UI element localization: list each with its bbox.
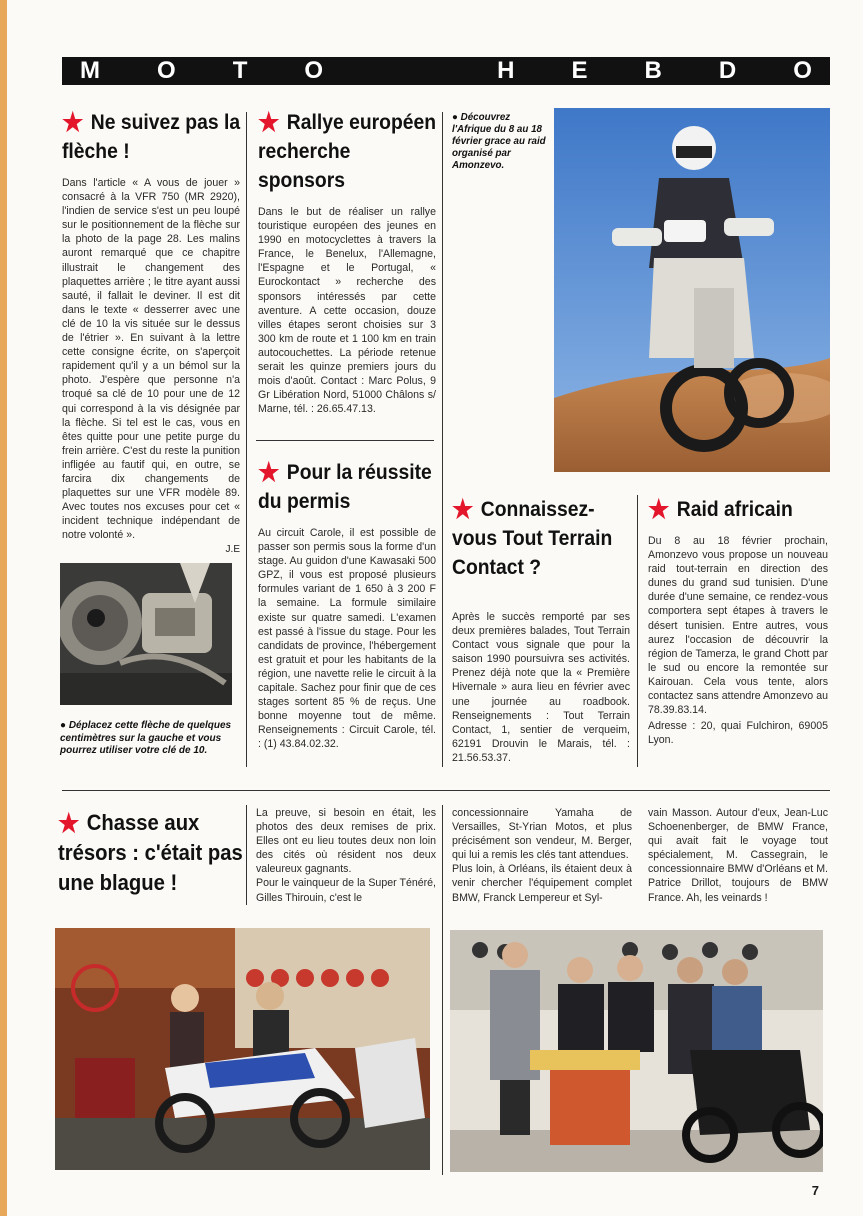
masthead-letter: H [497, 57, 515, 84]
author-signature: J.E [225, 544, 240, 556]
section-rule [62, 790, 830, 791]
headline: ★ Rallye européen recherche sponsors [258, 107, 437, 192]
headline: ★ Chasse aux trésors : c'était pas une blague ! [58, 808, 243, 895]
article-body: Dans l'article « A vous de jouer » consacré à la VFR 750 (MR 2920), l'indien de service s'est un peu loupé sur le positionnement de la flèche sur la photo de la page 28. Les malins auront remarqué que ce chapitre illustrait le changement des plaquettes arrière ; le titre ayant aussi sauté, il fallait le deviner. Il est dit dans le texte « desserrer avec une clé de 10 la vis située sur le dessus de l'étrier ». En suivant à la lettre cette consigne écrite, on s'aperçoit rapidement qu'il y a un bémol sur la photo. J'espère que personne n'a troqué sa clé de 10 pour une de 12 qui correspond à la vis désignée par la flèche. Si tel est le cas, vous en êtes quitte pour une petite purge du frein arrière. C'est du reste la punition infligée au fautif qui, en outre, se farcira dix changements de plaquettes sur une VFR modèle 89. Avec toutes nos excuses pour cet « incident technique indépendant de notre volonté ». [62, 177, 240, 542]
masthead-letter: O [157, 57, 176, 84]
column-rule [442, 805, 443, 1175]
article-body-col1: La preuve, si besoin en était, les photos des deux remises de prix. Elles ont eu lieu toutes deux non loin des cités où résident nos deux valeureux gagnants. Pour le vainqueur de la Super Ténéré, Gilles Thirouin, c'est le [256, 807, 436, 904]
masthead-letter: B [644, 57, 662, 84]
article-fleche [62, 108, 240, 555]
article-tresors [58, 808, 244, 908]
photo-bmw-prize [450, 930, 823, 1172]
photo-brake-caliper [60, 563, 232, 705]
photo-yamaha-prize [55, 928, 430, 1170]
headline: ★ Ne suivez pas la flèche ! [62, 107, 241, 163]
star-icon: ★ [58, 808, 80, 838]
column-rule [637, 495, 638, 767]
star-icon: ★ [258, 107, 280, 137]
column-rule [442, 112, 443, 767]
photo-caption: ● Découvrez l'Afrique du 8 au 18 février grace au raid organisé par Amonzevo. [452, 112, 546, 171]
star-icon: ★ [258, 457, 280, 487]
article-body: Dans le but de réaliser un rallye touristique européen des jeunes en 1990 en motocyclettes à travers la France, le Benelux, l'Allemagne, l'Espagne et le Portugal, « Eurockontact » recherche des sponsors intéressés par cette aventure. A cette occasion, douze villes étapes seront choisies sur 3 300 km de route et 1 100 km en train autocouchettes. La période retenue serait les quinze premiers jours du mois d'août. Contact : Marc Polus, 9 Gr Libération Nord, 51000 Châlons s/ Marne, tél. : 26.65.47.13. [258, 206, 436, 416]
article-body: Du 8 au 18 février prochain, Amonzevo vous propose un nouveau raid tout-terrain en direction des dunes du grand sud tunisien. D'une durée d'une semaine, ce rendez-vous comportera sept étapes à travers le désert tunisien. Entre autres, vous aurez l'occasion de découvrir la région de Tamerza, le grand Chott par le sud ou encore la remontée sur Kairouan. Cela vous tente, alors contactez sans attendre Amonzevo au 78.39.83.14. [648, 535, 828, 717]
star-icon: ★ [452, 494, 474, 524]
masthead-letter: D [718, 57, 737, 84]
article-permis [258, 458, 436, 752]
article-rallye [258, 108, 436, 416]
article-tout-terrain [452, 495, 630, 765]
article-raid [648, 495, 828, 747]
headline: ★ Pour la réussite du permis [258, 457, 432, 513]
column-rule [246, 112, 247, 767]
headline: ★ Raid africain [648, 494, 793, 524]
headline: ★ Connaissez-vous Tout Terrain Contact ? [452, 494, 613, 579]
masthead-letter: T [232, 57, 248, 84]
page-number: 7 [811, 1183, 819, 1198]
masthead-letter: O [793, 57, 812, 84]
article-address: Adresse : 20, quai Fulchiron, 69005 Lyon. [648, 720, 828, 747]
article-body: Après le succès remporté par ses deux premières balades, Tout Terrain Contact vous signale que pour la saison 1990 poursuivra ses activités. Prenez déjà note que la « Première Hivernale » aura lieu en février avec une journée au roadbook. Renseignements : Tout Terrain Contact, 1, sentier de verqueim, 62191 Drouvin le Marais, tél. : 21.56.53.37. [452, 611, 630, 764]
photo-desert-rally-rider [554, 108, 830, 472]
article-body-col3: vain Masson. Autour d'eux, Jean-Luc Schoenenberger, de BMW France, qui avait fait le voyage tout spécialement, M. Cassegrain, le concessionnaire BMW d'Orléans et M. Patrice Drillot, toujours de BMW France. Ah, les veinards ! [648, 807, 828, 904]
star-icon: ★ [62, 107, 84, 137]
page-edge-stripe [0, 0, 7, 1216]
masthead-banner [62, 57, 830, 85]
section-rule [256, 440, 434, 441]
article-body: Au circuit Carole, il est possible de passer son permis sous la forme d'un stage. Au guidon d'une Kawasaki 500 GPZ, il vous est proposé plusieurs formules variant de 1 650 à 3 200 F la semaine. La formule similaire existe sur quatre samedi. L'examen est passé à l'issue du stage. Pour les candidats de province, l'hébergement est gratuit et pour les habitants de la région, une navette relie le circuit à la capitale. Sachez pour finir que de ces stages sortent 85 % de reçus. Une bonne moyenne tout de même. Renseignements : Circuit Carole, tél. : (1) 43.84.02.32. [258, 527, 436, 751]
article-body-col2: concessionnaire Yamaha de Versailles, St-Yrian Motos, et plus précisément son vendeur, M. Berger, qui lui a remis les clés tant attendues. Plus loin, à Orléans, ils étaient deux à venir chercher l'équipement complet BMW, Franck Lempereur et Syl- [452, 807, 632, 904]
photo-caption: ● Déplacez cette flèche de quelques centimètres sur la gauche et vous pourrez utiliser votre clé de 10. [60, 720, 232, 756]
masthead-letter: O [304, 57, 324, 84]
masthead-letter: M [80, 57, 100, 84]
star-icon: ★ [648, 494, 670, 524]
masthead-letter: E [571, 57, 588, 84]
